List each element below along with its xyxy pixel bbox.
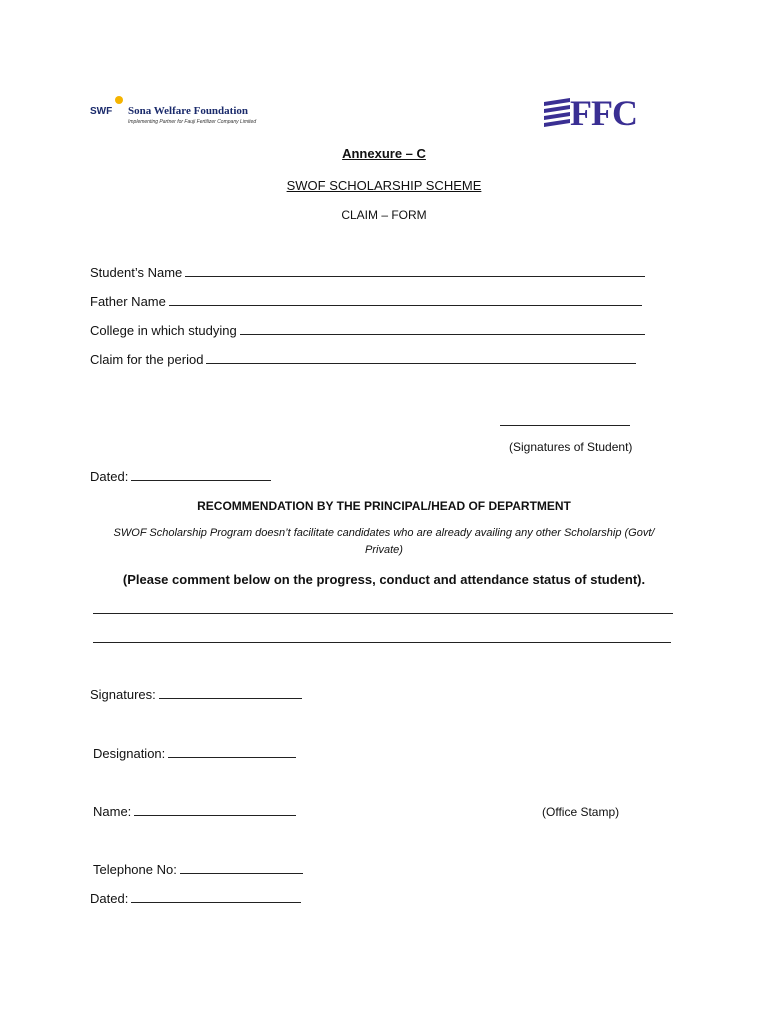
student-name-blank[interactable]	[185, 265, 645, 277]
notice-line-1: SWOF Scholarship Program doesn’t facilitate candidates who are already availing any other Scholarship (Govt/	[113, 527, 655, 539]
ffc-stripes-icon	[542, 98, 572, 130]
claim-period-field[interactable]	[90, 352, 636, 367]
designation-field[interactable]	[93, 746, 296, 761]
college-blank[interactable]	[240, 323, 645, 335]
comment-line-1[interactable]	[93, 603, 673, 614]
recommendation-heading: RECOMMENDATION BY THE PRINCIPAL/HEAD OF DEPARTMENT	[197, 499, 571, 513]
principal-dated-field[interactable]	[90, 891, 301, 906]
principal-signatures-blank[interactable]	[159, 687, 302, 699]
father-name-field[interactable]	[90, 294, 642, 309]
principal-name-label: Name:	[93, 804, 132, 819]
telephone-label: Telephone No:	[93, 862, 177, 877]
telephone-blank[interactable]	[180, 862, 303, 874]
form-title: CLAIM – FORM	[341, 208, 427, 222]
college-field[interactable]	[90, 323, 645, 338]
swf-logo	[90, 96, 260, 130]
principal-name-field[interactable]	[93, 804, 296, 819]
office-stamp-label: (Office Stamp)	[542, 805, 620, 819]
principal-dated-label: Dated:	[90, 891, 129, 906]
student-dated-field[interactable]	[90, 469, 271, 484]
annexure-title: Annexure – C	[342, 146, 426, 161]
scheme-title: SWOF SCHOLARSHIP SCHEME	[286, 178, 482, 193]
comment-instruction: (Please comment below on the progress, conduct and attendance status of student).	[122, 572, 646, 587]
swf-logo-tagline: Implementing Partner for Fauji Fertilizer Company Limited	[128, 119, 257, 125]
swf-logo-name: Sona Welfare Foundation	[128, 105, 249, 117]
claim-period-label: Claim for the period	[90, 352, 204, 367]
ffc-logo	[542, 93, 648, 133]
ffc-logo-text: FFC	[570, 93, 637, 133]
telephone-field[interactable]	[93, 862, 303, 877]
designation-label: Designation:	[93, 746, 166, 761]
student-dated-blank[interactable]	[131, 469, 271, 481]
father-name-blank[interactable]	[169, 294, 642, 306]
principal-signatures-label: Signatures:	[90, 687, 156, 702]
student-signature-label: (Signatures of Student)	[509, 440, 633, 454]
principal-signatures-field[interactable]	[90, 687, 302, 702]
father-name-label: Father Name	[90, 294, 166, 309]
student-signature-blank[interactable]	[500, 413, 630, 426]
comment-line-2[interactable]	[93, 632, 671, 643]
swf-logo-mark: SWF	[90, 106, 113, 117]
principal-name-blank[interactable]	[134, 804, 296, 816]
principal-dated-blank[interactable]	[131, 891, 301, 903]
college-label: College in which studying	[90, 323, 237, 338]
sun-icon	[115, 96, 123, 104]
student-name-label: Student’s Name	[90, 265, 183, 280]
designation-blank[interactable]	[168, 746, 296, 758]
notice-line-2: Private)	[365, 544, 403, 556]
student-name-field[interactable]	[90, 265, 645, 280]
student-dated-label: Dated:	[90, 469, 129, 484]
claim-period-blank[interactable]	[206, 352, 636, 364]
